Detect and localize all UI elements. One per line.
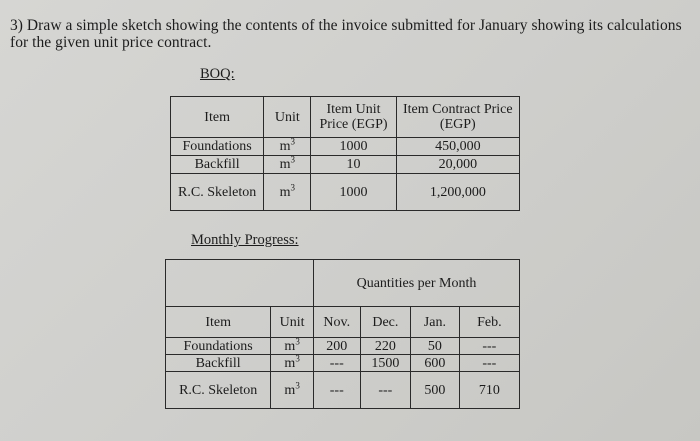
group-header-row: [166, 260, 520, 307]
blank-cell: [166, 260, 271, 307]
cell-dec: 220: [360, 338, 411, 355]
blank-cell: [271, 260, 314, 307]
header-item: Item: [166, 307, 271, 338]
cell-nov: ---: [313, 372, 360, 409]
table-row: [166, 372, 520, 409]
table-row: [171, 156, 520, 174]
boq-table: [170, 96, 520, 211]
cell-feb: ---: [459, 355, 519, 372]
table-row: [171, 138, 520, 156]
boq-label: BOQ:: [200, 66, 235, 82]
header-feb: Feb.: [459, 307, 519, 338]
cell-item: Foundations: [171, 138, 264, 156]
header-nov: Nov.: [313, 307, 360, 338]
cell-item: Foundations: [166, 338, 271, 355]
cell-unit: $m^3$: [271, 372, 314, 409]
cell-unit: $m^3$: [264, 174, 311, 211]
header-unit-price: Item Unit Price (EGP): [311, 97, 396, 138]
cell-nov: ---: [313, 355, 360, 372]
table-row: [171, 174, 520, 211]
header-jan: Jan.: [411, 307, 460, 338]
cell-feb: 710: [459, 372, 519, 409]
cell-unit: $m^3$: [271, 355, 314, 372]
header-item: Item: [171, 97, 264, 138]
header-unit: Unit: [271, 307, 314, 338]
cell-dec: 1500: [360, 355, 411, 372]
cell-item: Backfill: [171, 156, 264, 174]
table-row: [166, 355, 520, 372]
cell-jan: 500: [411, 372, 460, 409]
table-header-row: [166, 307, 520, 338]
table-header-row: [171, 97, 520, 138]
cell-unit: $m^3$: [271, 338, 314, 355]
cell-item: R.C. Skeleton: [179, 382, 258, 398]
cell-contract-price: 450,000: [396, 138, 519, 156]
monthly-progress-label: Monthly Progress:: [191, 232, 299, 248]
cell-dec: ---: [360, 372, 411, 409]
header-unit: Unit: [264, 97, 311, 138]
cell-contract-price: 1,200,000: [396, 174, 519, 211]
cell-unit: $m^3$: [264, 138, 311, 156]
cell-jan: 50: [411, 338, 460, 355]
group-header: Quantities per Month: [313, 260, 519, 307]
cell-feb: ---: [459, 338, 519, 355]
cell-unit: $m^3$: [264, 156, 311, 174]
cell-unit-price: 1000: [311, 138, 396, 156]
monthly-progress-table: [165, 259, 520, 409]
header-contract-price: Item Contract Price (EGP): [396, 97, 519, 138]
cell-nov: 200: [313, 338, 360, 355]
cell-item: R.C. Skeleton: [178, 184, 257, 200]
cell-unit-price: 1000: [311, 174, 396, 211]
question-text: 3) Draw a simple sketch showing the contents of the invoice submitted for January showing its calculations for the given unit price contract.: [10, 17, 682, 51]
cell-unit-price: 10: [311, 156, 396, 174]
cell-contract-price: 20,000: [396, 156, 519, 174]
cell-jan: 600: [411, 355, 460, 372]
cell-item: Backfill: [166, 355, 271, 372]
header-dec: Dec.: [360, 307, 411, 338]
table-row: [166, 338, 520, 355]
